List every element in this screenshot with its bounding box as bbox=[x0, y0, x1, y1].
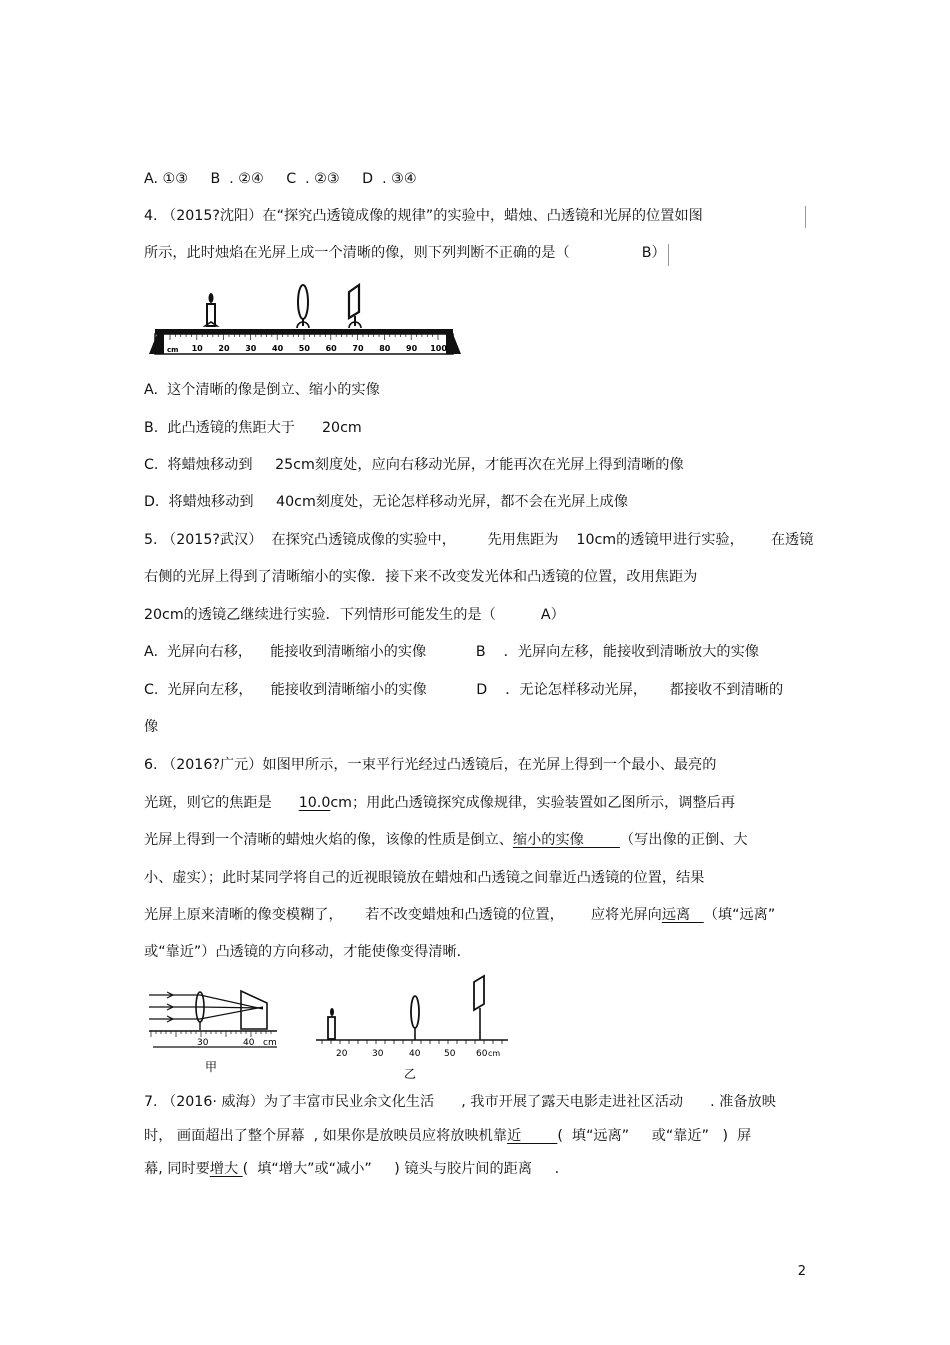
q7-line3-rest: ( 填“增大”或“减小” ) 镜头与胶片间的距离 . bbox=[242, 1161, 560, 1177]
optical-bench-figure bbox=[145, 282, 465, 362]
bench-tick-label: 70 bbox=[352, 344, 364, 353]
q6-stem-line6: 或“靠近”）凸透镜的方向移动，才能使像变得清晰． bbox=[144, 944, 471, 960]
bench-tick-label: 60 bbox=[325, 344, 337, 353]
bench-tick-label: 90 bbox=[406, 344, 418, 353]
yi-tick-60: 60 bbox=[476, 1049, 488, 1059]
jia-unit: cm bbox=[263, 1038, 277, 1048]
figure-jia-caption: 甲 bbox=[205, 1060, 218, 1074]
parallel-rays bbox=[149, 992, 263, 1022]
q7-stem-line2 bbox=[144, 1126, 751, 1146]
q6-stem-line2 bbox=[144, 793, 735, 813]
q4-option-c: C. 将蜡烛移动到 25cm刻度处，应向右移动光屏，才能再次在光屏上得到清晰的像 bbox=[144, 457, 684, 473]
candle-icon bbox=[205, 293, 217, 326]
bench-tick-label: 100 bbox=[430, 344, 447, 353]
scale-ticks bbox=[151, 1031, 271, 1037]
bench-right-foot bbox=[446, 329, 461, 354]
q6-stem-line5 bbox=[144, 905, 775, 925]
q4-option-b: B. 此凸透镜的焦距大于 20cm bbox=[144, 420, 362, 436]
q3-options: A. ①③ B . ②④ C . ②③ D . ③④ bbox=[144, 171, 417, 187]
yi-tick-20: 20 bbox=[336, 1049, 348, 1059]
bench-tick-label: 20 bbox=[218, 344, 230, 353]
q6-line3-rest: （写出像的正倒、大 bbox=[619, 832, 748, 848]
q4-stem-line1: 4. （2015?沈阳）在“探究凸透镜成像的规律”的实验中，蜡烛、凸透镜和光屏的位置如图 bbox=[144, 208, 703, 224]
bench-tick-label: 30 bbox=[245, 344, 257, 353]
bench-tick-label: 10 bbox=[191, 344, 203, 353]
q6-stem-line1: 6. （2016?广元）如图甲所示，一束平行光经过凸透镜后，在光屏上得到一个最小、最亮的 bbox=[144, 757, 717, 773]
light-screen-icon bbox=[474, 976, 484, 1040]
q5-stem-line2: 右侧的光屏上得到了清晰缩小的实像．接下来不改变发光体和凸透镜的位置，改用焦距为 bbox=[144, 569, 698, 585]
yi-tick-30: 30 bbox=[372, 1049, 384, 1059]
q7-line3-text: 幕, 同时要 bbox=[144, 1161, 210, 1177]
bench-tick-label: 50 bbox=[298, 344, 310, 353]
q7-lens-answer: 增大 bbox=[209, 1161, 243, 1177]
q6-image-answer: 缩小的实像 bbox=[512, 832, 620, 848]
q4-option-d: D. 将蜡烛移动到 40cm刻度处，无论怎样移动光屏，都不会在光屏上成像 bbox=[144, 494, 628, 510]
yi-unit: cm bbox=[488, 1049, 501, 1058]
yi-tick-50: 50 bbox=[444, 1049, 456, 1059]
q5-options-cd: C. 光屏向左移， 能接收到清晰缩小的实像 D ．无论怎样移动光屏， 都接收不到清晰的 bbox=[144, 682, 784, 698]
bench-ticks bbox=[170, 334, 438, 340]
q6-stem-line4: 小、虚实）；此时某同学将自己的近视眼镜放在蜡烛和凸透镜之间靠近凸透镜的位置，结果 bbox=[144, 870, 705, 886]
q7-line2-rest: ( 填“远离” 或“靠近” ) 屏 bbox=[557, 1128, 752, 1144]
scale-ticks bbox=[322, 1040, 502, 1044]
q7-stem-line3 bbox=[144, 1159, 559, 1179]
q7-distance-answer: 近 bbox=[507, 1128, 558, 1144]
q7-stem-line1: 7. （2016· 威海）为了丰富市民业余文化生活 , 我市开展了露天电影走进社区活动 . 准备放映 bbox=[144, 1094, 776, 1110]
q5-stem-line1: 5. （2015?武汉） 在探究凸透镜成像的实验中， 先用焦距为 10cm的透镜甲进行实验， 在透镜 bbox=[144, 532, 814, 548]
q6-line5-rest: （填“远离” bbox=[703, 907, 776, 923]
figure-yi bbox=[312, 968, 512, 1083]
margin-bar bbox=[668, 244, 669, 266]
q6-line2-text: 光斑，则它的焦距是 bbox=[144, 795, 299, 811]
q7-line2-text: 时， 画面超出了整个屏幕 , 如果你是放映员应将放映机靠 bbox=[144, 1128, 508, 1144]
q5-options-ab: A. 光屏向右移， 能接收到清晰缩小的实像 B ．光屏向左移，能接收到清晰放大的实像 bbox=[144, 644, 759, 660]
light-screen-icon bbox=[349, 285, 361, 328]
convex-lens-icon bbox=[297, 285, 309, 328]
q4-stem-line2: 所示，此时烛焰在光屏上成一个清晰的像，则下列判断不正确的是（ B） bbox=[144, 245, 666, 261]
figure-jia bbox=[145, 985, 295, 1080]
margin-bar bbox=[805, 206, 806, 228]
q6-stem-line3 bbox=[144, 830, 748, 850]
bench-tick-label: 80 bbox=[379, 344, 391, 353]
q6-direction-answer: 远离 bbox=[661, 907, 704, 923]
figure-yi-caption: 乙 bbox=[404, 1067, 417, 1081]
candle-icon bbox=[328, 1008, 335, 1039]
q6-line5-text: 光屏上原来清晰的像变模糊了， 若不改变蜡烛和凸透镜的位置， 应将光屏向 bbox=[144, 907, 662, 923]
page-number: 2 bbox=[797, 1264, 806, 1279]
yi-tick-40: 40 bbox=[409, 1049, 421, 1059]
jia-tick-30: 30 bbox=[197, 1038, 209, 1048]
q5-option-d-continued: 像 bbox=[144, 719, 159, 735]
convex-lens-icon bbox=[411, 996, 419, 1040]
bench-tick-labels bbox=[192, 344, 448, 353]
q6-focal-answer: 10.0 bbox=[298, 795, 331, 811]
q6-line3-text: 光屏上得到一个清晰的蜡烛火焰的像，该像的性质是倒立、 bbox=[144, 832, 513, 848]
q4-option-a: A. 这个清晰的像是倒立、缩小的实像 bbox=[144, 382, 380, 398]
jia-tick-40: 40 bbox=[243, 1038, 255, 1048]
bench-unit: cm bbox=[167, 346, 179, 354]
q5-stem-line3: 20cm的透镜乙继续进行实验．下列情形可能发生的是（ A） bbox=[144, 607, 565, 623]
q6-line2-rest: cm；用此凸透镜探究成像规律，实验装置如乙图所示，调整后再 bbox=[330, 795, 736, 811]
bench-tick-label: 40 bbox=[272, 344, 284, 353]
